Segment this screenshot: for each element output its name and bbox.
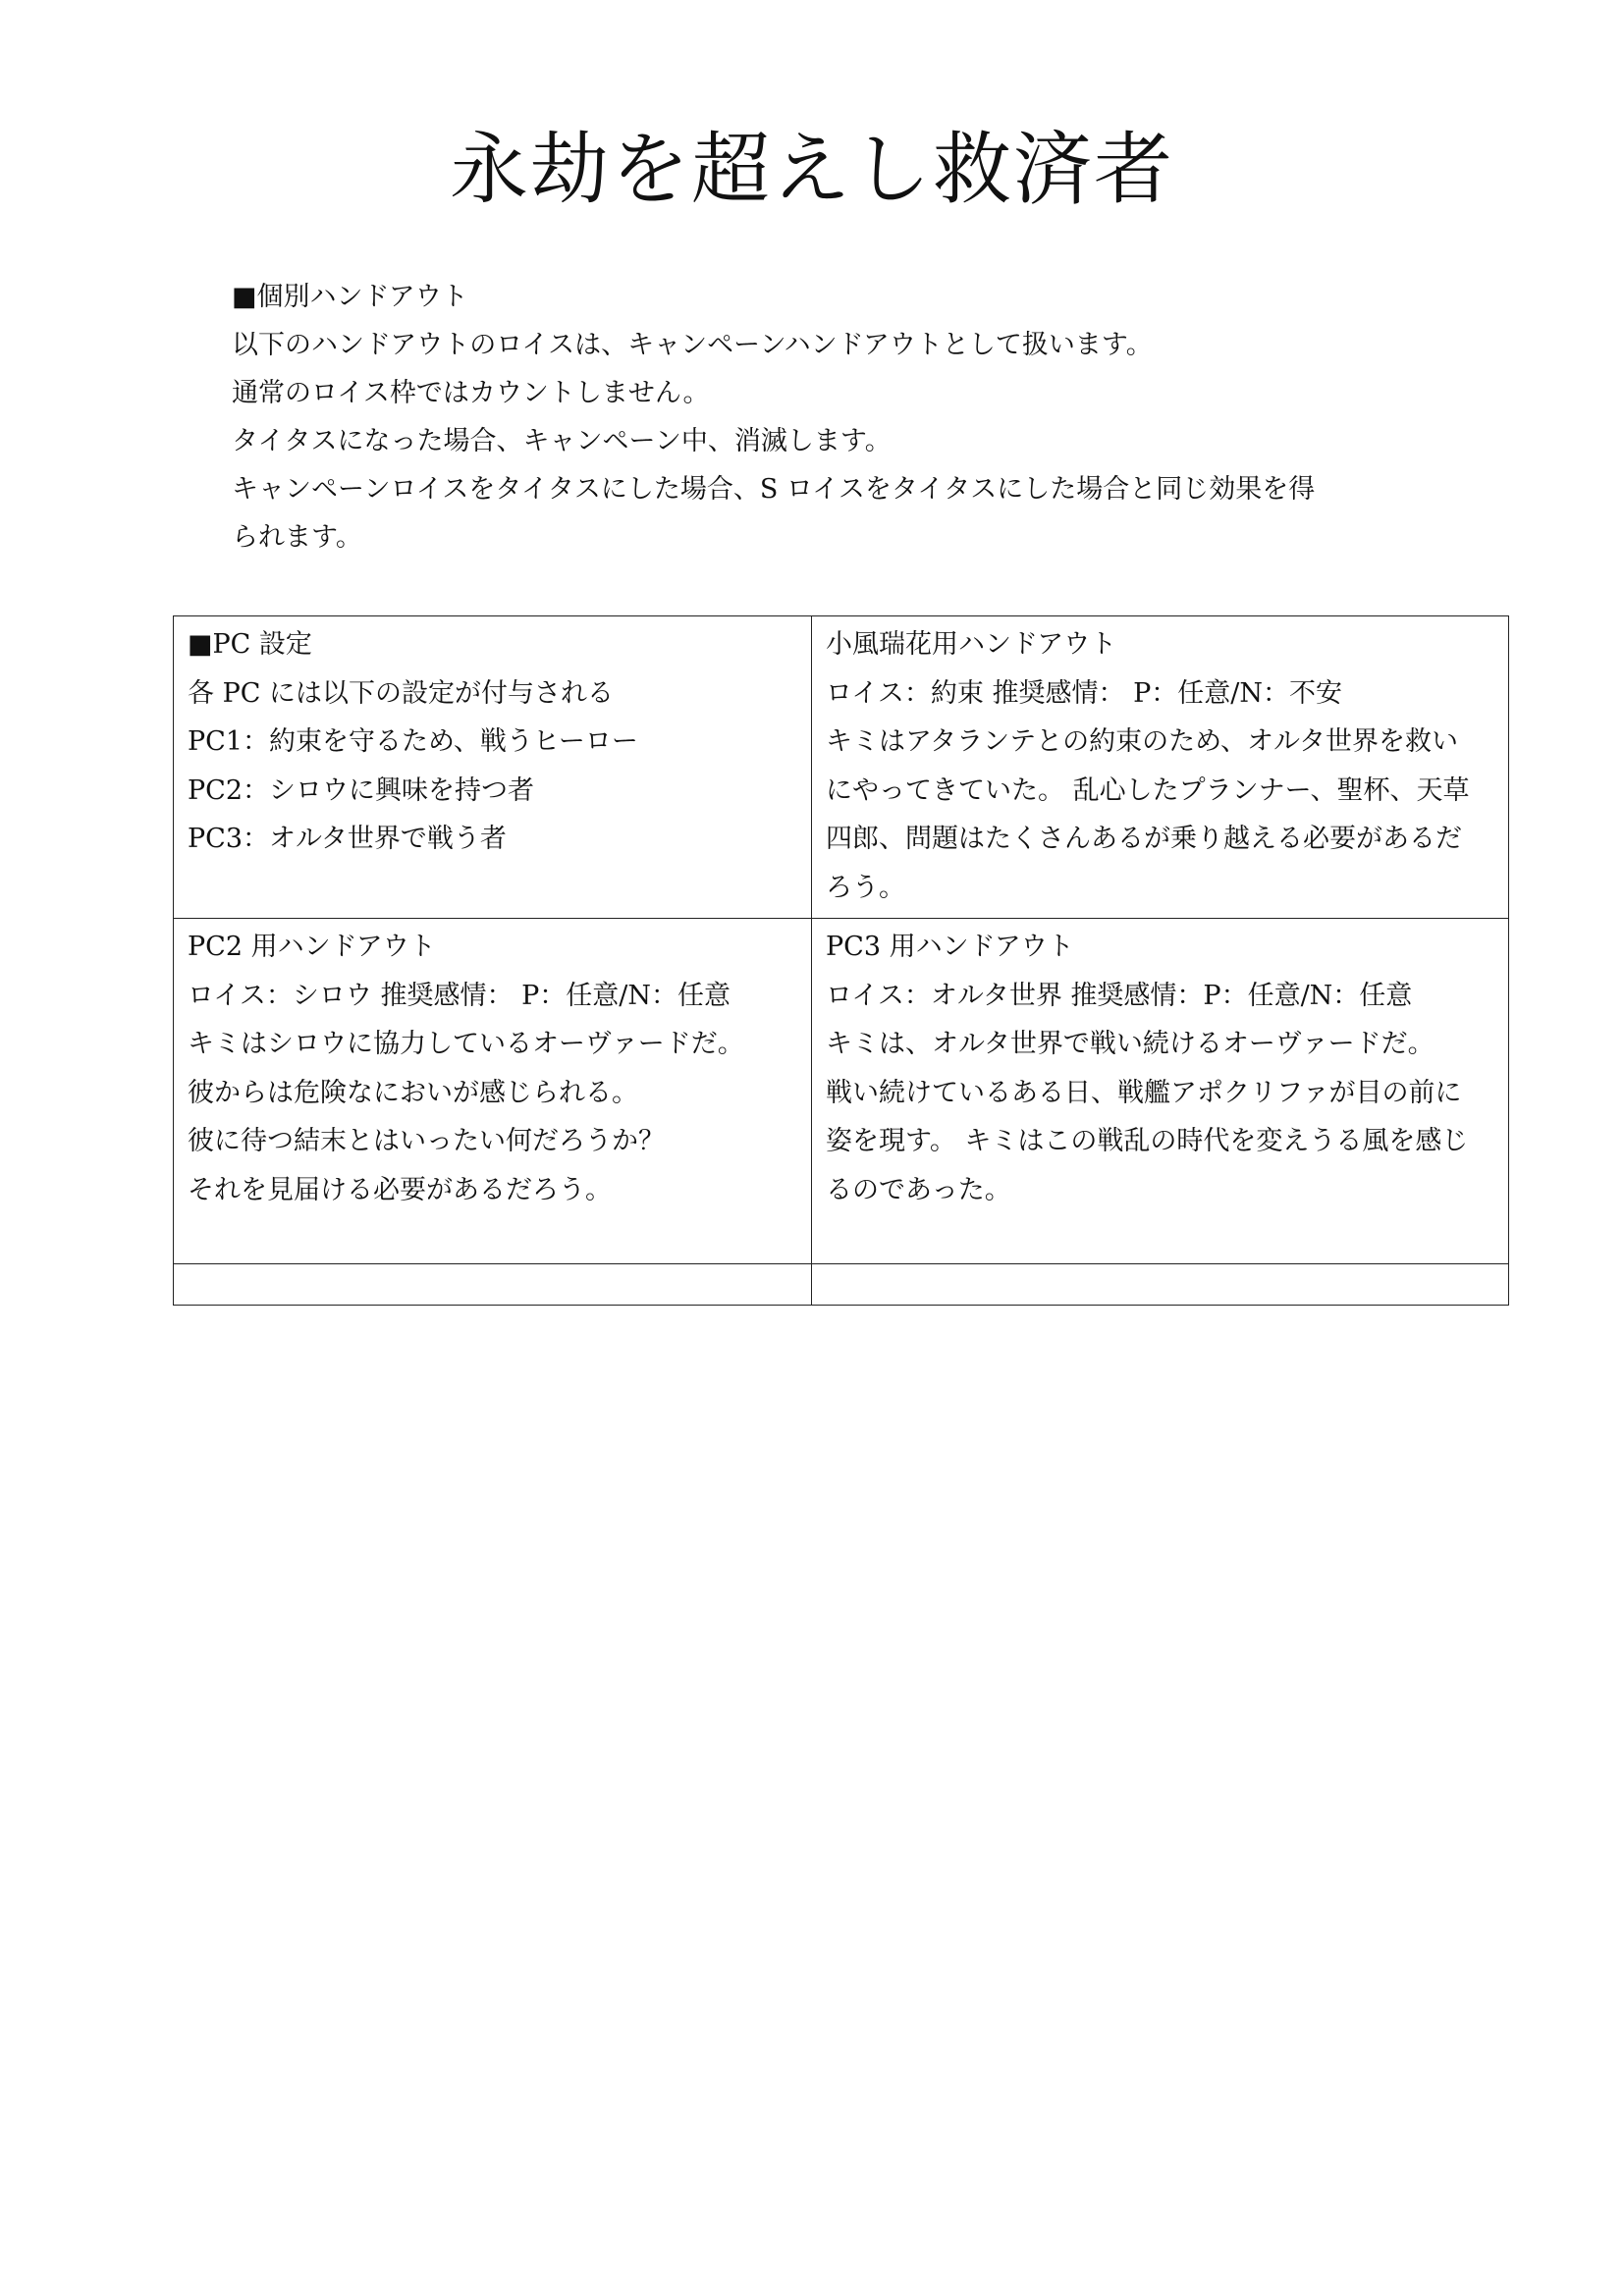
cell-line: ロイス：オルタ世界 推奨感情：P：任意/N：任意 — [826, 980, 1413, 1011]
empty-cell — [812, 1264, 1509, 1306]
pc3-handout-cell — [812, 919, 1509, 1264]
cell-line: ロイス：約束 推奨感情： P：任意/N：不安 — [826, 677, 1342, 709]
cell-line: キミはアタランテとの約束のため、オルタ世界を救い — [826, 726, 1458, 757]
cell-heading: PC2 用ハンドアウト — [188, 932, 436, 962]
cell-line: 姿を現す。 キミはこの戦乱の時代を変えうる風を感じ — [826, 1126, 1469, 1156]
intro-section — [232, 273, 1410, 561]
cell-line: PC2：シロウに興味を持つ者 — [188, 774, 535, 806]
table-row — [174, 919, 1509, 1264]
intro-heading: ■個別ハンドアウト — [232, 282, 468, 312]
cell-heading: PC3 用ハンドアウト — [826, 932, 1074, 962]
cell-line: ロイス：シロウ 推奨感情： P：任意/N：任意 — [188, 980, 731, 1011]
document-title: 永劫を超えし救済者 — [450, 124, 1174, 215]
pc1-handout-cell — [812, 616, 1509, 919]
cell-line: 彼に待つ結末とはいったい何だろうか？ — [188, 1126, 665, 1156]
cell-line: キミはシロウに協力しているオーヴァードだ。 — [188, 1029, 744, 1059]
empty-cell — [174, 1264, 812, 1306]
cell-line: それを見届ける必要があるだろう。 — [188, 1174, 612, 1205]
cell-line: 彼からは危険なにおいが感じられる。 — [188, 1077, 638, 1108]
cell-line: 各 PC には以下の設定が付与される — [188, 677, 614, 709]
intro-line: タイタスになった場合、キャンペーン中、消滅します。 — [232, 426, 892, 456]
cell-heading: ■PC 設定 — [188, 629, 312, 660]
handout-table — [173, 615, 1509, 1306]
cell-heading: 小風瑞花用ハンドアウト — [826, 629, 1117, 660]
cell-line: PC1：約束を守るため、戦うヒーロー — [188, 726, 638, 757]
intro-line: 以下のハンドアウトのロイスは、キャンペーンハンドアウトとして扱います。 — [232, 330, 1153, 360]
cell-line: にやってきていた。 乱心したプランナー、聖杯、天草 — [826, 774, 1470, 806]
cell-line: るのであった。 — [826, 1174, 1011, 1205]
cell-line: 戦い続けているある日、戦艦アポクリファが目の前に — [826, 1077, 1462, 1108]
table-row-empty — [174, 1264, 1509, 1306]
intro-line: 通常のロイス枠ではカウントしません。 — [232, 378, 710, 408]
cell-line: ろう。 — [826, 872, 905, 903]
cell-line: キミは、オルタ世界で戦い続けるオーヴァードだ。 — [826, 1029, 1435, 1059]
pc2-handout-cell — [174, 919, 812, 1264]
cell-line: 四郎、問題はたくさんあるが乗り越える必要があるだ — [826, 824, 1462, 854]
table-row — [174, 616, 1509, 919]
intro-line: られます。 — [232, 522, 362, 553]
cell-line: PC3：オルタ世界で戦う者 — [188, 824, 507, 854]
pc-settings-cell — [174, 616, 812, 919]
intro-line: キャンペーンロイスをタイタスにした場合、S ロイスをタイタスにした場合と同じ効果を得 — [232, 474, 1316, 505]
